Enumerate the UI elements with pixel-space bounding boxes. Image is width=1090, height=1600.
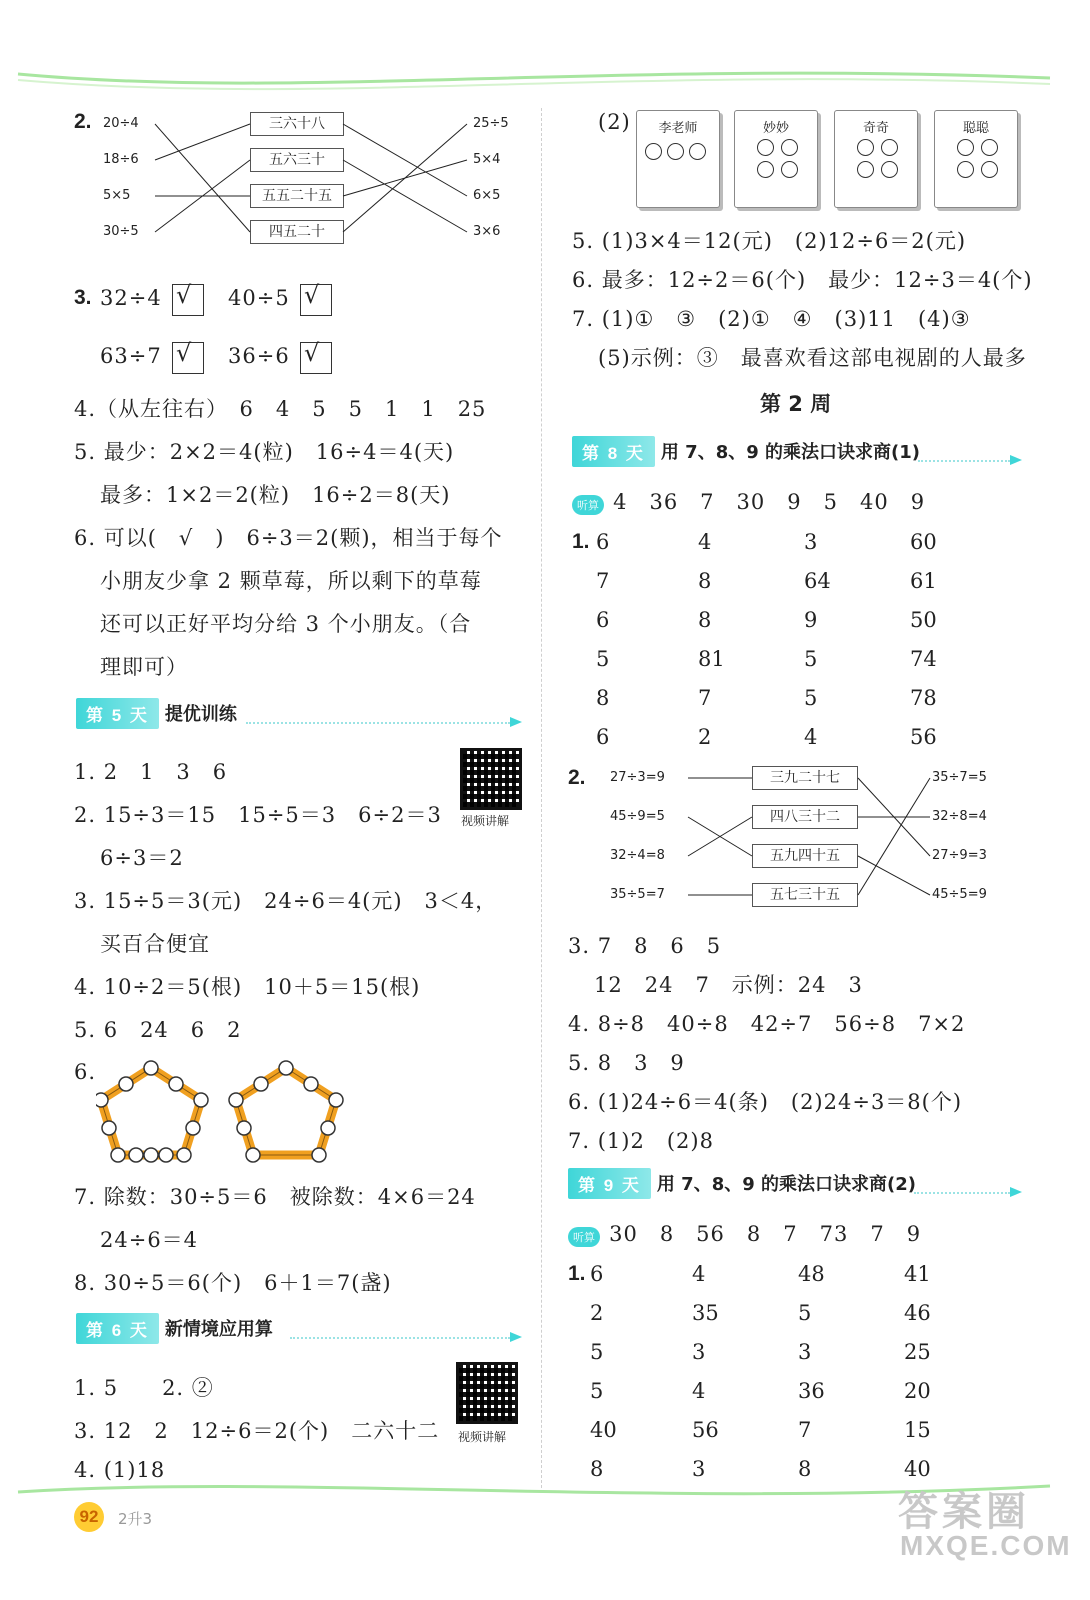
d5-q2-line2: 6÷3＝2 — [100, 846, 184, 870]
grid-cell: 50 — [910, 608, 937, 632]
right-q2-matching — [590, 762, 1020, 922]
connector-line — [155, 124, 250, 160]
grid-cell: 6 — [596, 725, 610, 749]
q2-left-equation: 18÷6 — [103, 152, 139, 167]
check-icon: √ — [176, 281, 192, 309]
q3-label: 3. — [74, 286, 92, 309]
d6-q1-q2: 1. 5 2. ② — [74, 1376, 214, 1400]
grid-cell: 20 — [904, 1379, 931, 1403]
grid-cell: 2 — [590, 1301, 604, 1325]
grid-cell: 8 — [698, 569, 712, 593]
day9-divider — [914, 1192, 1010, 1194]
d8-q4: 4. 8÷8 40÷8 42÷7 56÷8 7×2 — [568, 1012, 966, 1036]
person-card — [636, 110, 720, 208]
connector-line — [343, 160, 467, 232]
circle-icon — [881, 139, 898, 156]
day9-listen-values: 30 8 56 8 7 73 7 9 — [609, 1222, 922, 1246]
day8-title: 用 7、8、9 的乘法口诀求商(1) — [660, 442, 920, 463]
circle-icon — [781, 161, 798, 178]
grid-cell: 56 — [692, 1418, 719, 1442]
q2-middle-card: 五六三十 — [250, 148, 344, 172]
grid-cell: 6 — [590, 1262, 604, 1286]
person-card — [834, 110, 918, 208]
r-q7-line1: 7. (1)① ③ (2)① ④ (3)11 (4)③ — [572, 307, 971, 331]
day5-badge: 第 5 天 — [76, 698, 159, 729]
day6-arrow-icon — [510, 1332, 522, 1342]
d5-q4: 4. 10÷2＝5(根) 10＋5＝15(根) — [74, 975, 421, 999]
person-card — [734, 110, 818, 208]
qr-label: 视频讲解 — [458, 1430, 507, 1444]
grid-cell: 5 — [590, 1379, 604, 1403]
grid-cell: 3 — [692, 1340, 706, 1364]
day5-header — [76, 698, 237, 728]
grid-cell: 4 — [692, 1379, 706, 1403]
q5-answer-line1: 5. 最少：2×2＝4(粒) 16÷4＝4(天) — [74, 440, 455, 464]
circle-icon — [757, 139, 774, 156]
q2-middle-card: 四八三十二 — [752, 805, 858, 829]
grid-cell: 40 — [904, 1457, 931, 1481]
q2-middle-card: 三六十八 — [250, 112, 344, 136]
q2-right-equation: 25÷5 — [473, 116, 509, 131]
d6-q4: 4. (1)18 — [74, 1458, 166, 1482]
day5-arrow-icon — [510, 717, 522, 727]
person-card-name: 奇奇 — [862, 121, 889, 136]
q2-left-equation: 20÷4 — [103, 116, 139, 131]
d8-q1-label: 1. — [572, 530, 590, 553]
q2-left-equation: 30÷5 — [103, 224, 139, 239]
d5-q8: 8. 30÷5＝6(个) 6＋1＝7(盏) — [74, 1271, 392, 1295]
grade-label: 2升3 — [118, 1510, 153, 1528]
person-card-name: 聪聪 — [962, 121, 989, 136]
day5-divider — [246, 722, 510, 724]
q3-expr-4: 36÷6 — [228, 344, 290, 368]
day5-title: 提优训练 — [164, 704, 237, 725]
d5-q7-line1: 7. 除数：30÷5＝6 被除数：4×6＝24 — [74, 1185, 476, 1209]
d5-q3-line1: 3. 15÷5＝3(元) 24÷6＝4(元) 3＜4， — [74, 889, 498, 913]
q2-label: 2. — [74, 110, 92, 133]
q6-answer-line3: 还可以正好平均分给 3 个小朋友。（合 — [100, 612, 472, 636]
grid-cell: 35 — [692, 1301, 719, 1325]
circle-icon — [781, 139, 798, 156]
q3-tick-box-4 — [300, 339, 332, 374]
q3-tick-box-3 — [172, 339, 204, 374]
q3-tick-box-2 — [300, 281, 332, 316]
d5-q1: 1. 2 1 3 6 — [74, 760, 228, 784]
q2-connection-lines — [590, 762, 1020, 922]
check-icon: √ — [304, 281, 320, 309]
circle-icon — [957, 139, 974, 156]
circle-icon — [689, 143, 706, 160]
grid-cell: 48 — [798, 1262, 825, 1286]
pentagon-1 — [96, 1061, 208, 1162]
day6-header — [76, 1313, 273, 1343]
q2-right-equation: 45÷5=9 — [932, 887, 987, 902]
q3-expr-3: 63÷7 — [100, 344, 162, 368]
grid-cell: 25 — [904, 1340, 931, 1364]
r-q6: 6. 最多：12÷2＝6(个) 最少：12÷3＝4(个) — [572, 268, 1033, 292]
week2-title: 第 2 周 — [760, 392, 832, 416]
grid-cell: 8 — [590, 1457, 604, 1481]
grid-cell: 5 — [804, 647, 818, 671]
grid-cell: 46 — [904, 1301, 931, 1325]
check-icon: √ — [304, 339, 320, 367]
listen-icon: 听算 — [572, 495, 604, 515]
grid-cell: 40 — [590, 1418, 617, 1442]
circle-icon — [957, 161, 974, 178]
grid-cell: 81 — [698, 647, 725, 671]
day6-title: 新情境应用算 — [164, 1319, 273, 1340]
grid-cell: 41 — [904, 1262, 931, 1286]
q2-left-equation: 5×5 — [103, 188, 131, 203]
day9-listen-row — [568, 1218, 921, 1248]
grid-cell: 3 — [692, 1457, 706, 1481]
q2-right-equation: 32÷8=4 — [932, 809, 987, 824]
d5-q2-line1: 2. 15÷3＝15 15÷5＝3 6÷2＝3 — [74, 803, 442, 827]
day9-arrow-icon — [1010, 1187, 1022, 1197]
page-number: 92 — [74, 1502, 104, 1532]
grid-cell: 5 — [798, 1301, 812, 1325]
grid-cell: 8 — [698, 608, 712, 632]
connector-line — [343, 124, 467, 196]
day8-listen-values: 4 36 7 30 9 5 40 9 — [613, 490, 926, 514]
day8-badge: 第 8 天 — [572, 436, 655, 467]
top-wave-decoration — [0, 60, 1090, 100]
q2-middle-card: 五五二十五 — [250, 184, 344, 208]
watermark-url: MXQE.COM — [900, 1530, 1072, 1561]
qr-label: 视频讲解 — [461, 814, 510, 828]
grid-cell: 4 — [692, 1262, 706, 1286]
grid-cell: 56 — [910, 725, 937, 749]
qr-code-icon[interactable] — [456, 1362, 518, 1424]
grid-cell: 7 — [596, 569, 610, 593]
q4-part2-label: (2) — [598, 110, 631, 134]
d8-q3-line2: 12 24 7 示例：24 3 — [594, 973, 863, 997]
grid-cell: 3 — [804, 530, 818, 554]
d5-q7-line2: 24÷6＝4 — [100, 1228, 199, 1252]
grid-cell: 15 — [904, 1418, 931, 1442]
d8-q2-label: 2. — [568, 766, 586, 789]
grid-cell: 78 — [910, 686, 937, 710]
grid-cell: 9 — [804, 608, 818, 632]
grid-cell: 7 — [698, 686, 712, 710]
q3-expr-1: 32÷4 — [100, 286, 162, 310]
day6-badge: 第 6 天 — [76, 1313, 159, 1344]
day9-header — [568, 1168, 916, 1198]
day8-header — [572, 436, 920, 466]
day8-divider — [918, 460, 1010, 462]
q2-left-equation: 27÷3=9 — [610, 770, 665, 785]
q2-right-equation: 6×5 — [473, 188, 501, 203]
d8-q3-line1: 3. 7 8 6 5 — [568, 934, 722, 958]
r-q7-line2: (5)示例：③ 最喜欢看这部电视剧的人最多 — [598, 346, 1027, 370]
check-icon: √ — [176, 339, 192, 367]
d8-q5: 5. 8 3 9 — [568, 1051, 685, 1075]
q2-left-equation: 35÷5=7 — [610, 887, 665, 902]
d5-q5: 5. 6 24 6 2 — [74, 1018, 242, 1042]
circle-icon — [881, 161, 898, 178]
grid-cell: 60 — [910, 530, 937, 554]
d9-q1-label: 1. — [568, 1262, 586, 1285]
circle-icon — [981, 139, 998, 156]
grid-cell: 64 — [804, 569, 831, 593]
connector-line — [343, 124, 467, 232]
grid-cell: 3 — [798, 1340, 812, 1364]
connector-line — [858, 856, 930, 895]
q3-expr-2: 40÷5 — [228, 286, 290, 310]
grid-cell: 36 — [798, 1379, 825, 1403]
pentagon-2 — [229, 1061, 343, 1162]
listen-icon: 听算 — [568, 1227, 600, 1247]
connector-line — [155, 124, 250, 232]
circle-icon — [857, 139, 874, 156]
circle-icon — [981, 161, 998, 178]
grid-cell: 74 — [910, 647, 937, 671]
r-q5: 5. (1)3×4＝12(元) (2)12÷6＝2(元) — [572, 229, 967, 253]
qr-code-icon[interactable] — [460, 748, 522, 810]
circle-icon — [645, 143, 662, 160]
person-card-name: 李老师 — [658, 121, 698, 136]
column-divider — [541, 108, 542, 1488]
grid-cell: 6 — [596, 530, 610, 554]
q6-answer-line2: 小朋友少拿 2 颗草莓，所以剩下的草莓 — [100, 569, 482, 593]
day6-divider — [290, 1337, 510, 1339]
q2-middle-card: 五七三十五 — [752, 883, 858, 907]
q6-answer-line1: 6. 可以( √ ) 6÷3＝2(颗)，相当于每个 — [74, 526, 503, 550]
left-q2-matching — [95, 108, 535, 258]
grid-cell: 2 — [698, 725, 712, 749]
grid-cell: 5 — [804, 686, 818, 710]
q5-answer-line2: 最多：1×2＝2(粒) 16÷2＝8(天) — [100, 483, 451, 507]
q2-right-equation: 35÷7=5 — [932, 770, 987, 785]
grid-cell: 4 — [698, 530, 712, 554]
q2-middle-card: 三九二十七 — [752, 766, 858, 790]
d5-q6: 6. — [74, 1060, 97, 1084]
d6-q3: 3. 12 2 12÷6＝2(个) 二六十二 — [74, 1419, 440, 1443]
day8-listen-row — [572, 486, 925, 516]
day9-badge: 第 9 天 — [568, 1168, 651, 1199]
d8-q6: 6. (1)24÷6＝4(条) (2)24÷3＝8(个) — [568, 1090, 963, 1114]
grid-cell: 8 — [596, 686, 610, 710]
grid-cell: 8 — [798, 1457, 812, 1481]
q6-answer-line4: 理即可） — [100, 655, 188, 679]
grid-cell: 5 — [590, 1340, 604, 1364]
grid-cell: 7 — [798, 1418, 812, 1442]
circle-icon — [667, 143, 684, 160]
grid-cell: 61 — [910, 569, 937, 593]
pentagon-drawings — [96, 1060, 346, 1170]
q2-middle-card: 四五二十 — [250, 220, 344, 244]
d8-q7: 7. (1)2 (2)8 — [568, 1129, 714, 1153]
day9-title: 用 7、8、9 的乘法口诀求商(2) — [656, 1174, 916, 1195]
grid-cell: 6 — [596, 608, 610, 632]
q2-connection-lines — [95, 108, 535, 258]
day8-arrow-icon — [1010, 455, 1022, 465]
d5-q3-line2: 买百合便宜 — [100, 932, 210, 956]
q2-left-equation: 45÷9=5 — [610, 809, 665, 824]
q2-right-equation: 3×6 — [473, 224, 501, 239]
connector-line — [858, 778, 930, 895]
grid-cell: 5 — [596, 647, 610, 671]
q3-tick-box-1 — [172, 281, 204, 316]
grid-cell: 4 — [804, 725, 818, 749]
circle-icon — [757, 161, 774, 178]
person-card — [934, 110, 1018, 208]
person-card-name: 妙妙 — [762, 121, 789, 136]
q2-middle-card: 五九四十五 — [752, 844, 858, 868]
q2-left-equation: 32÷4=8 — [610, 848, 665, 863]
watermark-logo: 答案圈 — [898, 1489, 1030, 1535]
q4-answer: 4.（从左往右） 6 4 5 5 1 1 25 — [74, 397, 487, 421]
circle-icon — [857, 161, 874, 178]
q2-right-equation: 5×4 — [473, 152, 501, 167]
q2-right-equation: 27÷9=3 — [932, 848, 987, 863]
